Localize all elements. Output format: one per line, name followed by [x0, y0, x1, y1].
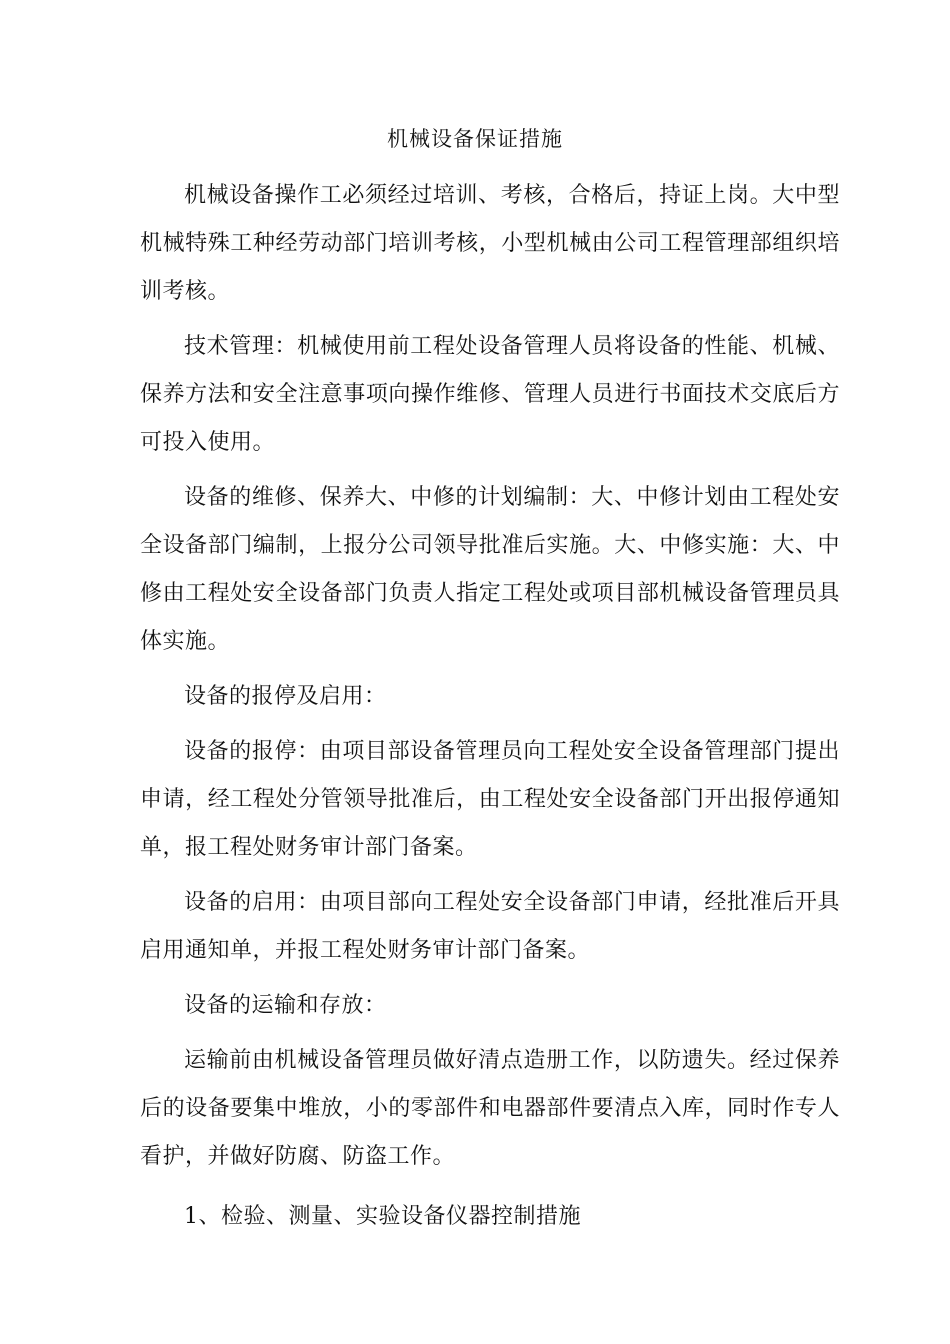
paragraph-technical-management: 技术管理：机械使用前工程处设备管理人员将设备的性能、机械、保养方法和安全注意事项向操作维修、管理人员进行书面技术交底后方可投入使用。 [140, 334, 840, 455]
paragraph-equipment-activation: 设备的启用：由项目部向工程处安全设备部门申请，经批准后开具启用通知单，并报工程处财务审计部门备案。 [140, 890, 840, 963]
paragraph-section-heading: 1、检验、测量、实验设备仪器控制措施 [184, 1204, 581, 1229]
paragraph-transport-storage: 运输前由机械设备管理员做好清点造册工作，以防遗失。经过保养后的设备要集中堆放，小的零部件和电器部件要清点入库，同时作专人看护，并做好防腐、防盗工作。 [140, 1048, 840, 1169]
paragraph-suspension-heading: 设备的报停及启用： [184, 684, 387, 709]
paragraph-maintenance-plan: 设备的维修、保养大、中修的计划编制：大、中修计划由工程处安全设备部门编制，上报分公司领导批准后实施。大、中修实施：大、中修由工程处安全设备部门负责人指定工程处或项目部机械设备管理员具体实施。 [140, 485, 840, 654]
paragraph-transport-heading: 设备的运输和存放： [184, 993, 387, 1018]
document-title: 机械设备保证措施 [387, 127, 563, 151]
paragraph-equipment-suspension: 设备的报停：由项目部设备管理员向工程处安全设备管理部门提出申请，经工程处分管领导批准后，由工程处安全设备部门开出报停通知单，报工程处财务审计部门备案。 [140, 739, 840, 860]
document-body [140, 172, 840, 1248]
paragraph-operator-training: 机械设备操作工必须经过培训、考核，合格后，持证上岗。大中型机械特殊工种经劳动部门培训考核，小型机械由公司工程管理部组织培训考核。 [140, 183, 840, 304]
